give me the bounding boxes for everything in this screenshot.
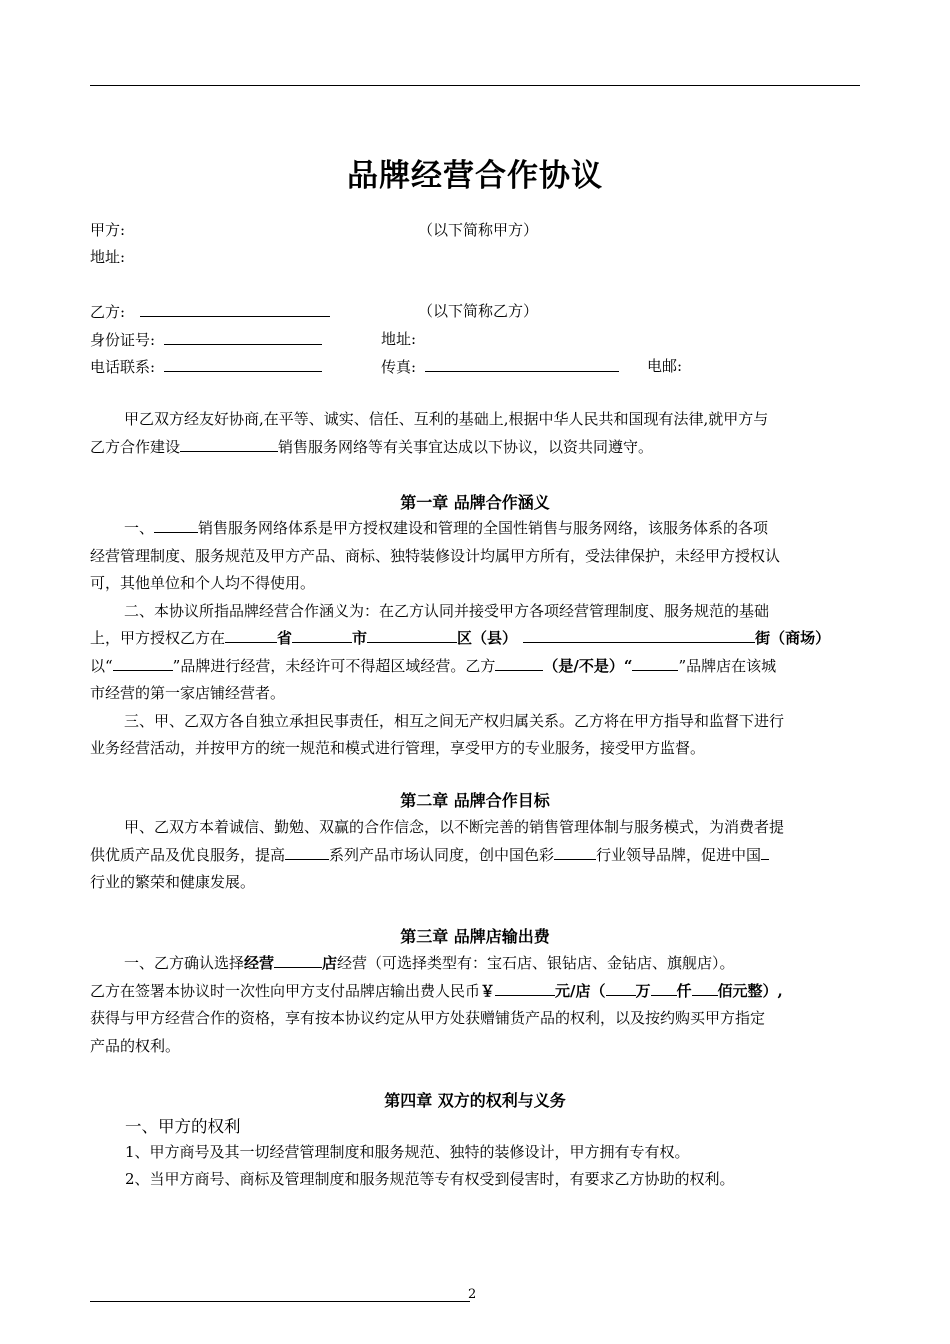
- party-a-address-label: 地址:: [90, 248, 126, 266]
- party-b-fax-row: [381, 356, 619, 377]
- china-industry-blank[interactable]: [761, 844, 769, 860]
- ch3-line-3: 获得与甲方经营合作的资格，享有按本协议约定从甲方处获赠铺货产品的权利，以及按约购买甲方指定: [90, 1009, 766, 1027]
- party-a-label: 甲方:: [90, 221, 126, 239]
- ch1-p3-line-1: 三、甲、乙双方各自独立承担民事责任，相互之间无产权归属关系。乙方将在甲方指导和监督下进行: [124, 711, 785, 730]
- bai-blank[interactable]: [692, 980, 718, 996]
- fee-text: 乙方在签署本协议时一次性向甲方支付品牌店输出费人民币: [90, 981, 481, 1000]
- industry-blank[interactable]: [554, 844, 596, 860]
- intro-paragraph: [90, 406, 860, 461]
- ch1-brand-blank[interactable]: [154, 517, 198, 533]
- qian-label: 仟: [676, 981, 692, 1000]
- intro-line-1: 甲乙双方经友好协商,在平等、诚实、信任、互利的基础上,根据中华人民共和国现有法律,就甲方与: [124, 410, 769, 428]
- party-b-phone-label: 电话联系:: [90, 358, 156, 376]
- footer-rule: [90, 1301, 470, 1302]
- chapter-4-heading: 第四章 双方的权利与义务: [384, 1091, 566, 1110]
- ch3-line-1: [90, 950, 860, 978]
- ch4-subheading-party-a-rights: 一、甲方的权利: [125, 1117, 241, 1136]
- chapter-2-heading: 第二章 品牌合作目标: [400, 791, 550, 810]
- wan-label: 万: [635, 981, 651, 1000]
- ch2-line-2-start: 供优质产品及优良服务，提高: [90, 845, 286, 864]
- fee-unit-label: 元/店（: [555, 981, 606, 1000]
- city-label: 市: [352, 629, 368, 647]
- ch2-line-1: 甲、乙双方本着诚信、勤勉、双赢的合作信念，以不断完善的销售管理体制与服务模式，为消费者提: [124, 818, 785, 836]
- ch2-line-2-end: 行业领导品牌，促进中国: [596, 845, 762, 864]
- chapter-2-body: [90, 814, 860, 897]
- ch1-p2-line-2: [90, 625, 860, 653]
- ch1-p1-prefix: 一、: [124, 519, 155, 537]
- intro-line-2: [90, 434, 860, 462]
- store-brand-blank[interactable]: [632, 655, 678, 671]
- ch1-p1-line-2: 经营管理制度、服务规范及甲方产品、商标、独特装修设计均属甲方所有，受法律保护，未经甲方授权认: [90, 546, 781, 565]
- ch4-item-1: 1、甲方商号及其一切经营管理制度和服务规范、独特的装修设计，甲方拥有专有权。: [125, 1143, 690, 1161]
- party-b-phone-row: [90, 356, 322, 377]
- store-type-options: 经营（可选择类型有：宝石店、银钻店、金钻店、旗舰店）。: [337, 954, 735, 972]
- ch4-item-2: 2、当甲方商号、商标及管理制度和服务规范等专有权受到侵害时，有要求乙方协助的权利。: [125, 1170, 735, 1188]
- party-b-id-blank[interactable]: [164, 329, 322, 345]
- operate-label: 经营: [244, 954, 275, 972]
- party-b-alias: （以下简称乙方）: [418, 302, 539, 320]
- chapter-1-heading: 第一章 品牌合作涵义: [400, 493, 550, 512]
- party-b-id-row: [90, 329, 322, 350]
- party-b-id-label: 身份证号:: [90, 331, 156, 349]
- wan-blank[interactable]: [606, 980, 636, 996]
- ch3-line-2: [90, 978, 860, 1006]
- bai-label: 佰元整）,: [717, 981, 783, 1000]
- party-b-name-blank[interactable]: [140, 301, 330, 317]
- ch1-p2-auth-text: 上，甲方授权乙方在: [90, 629, 226, 647]
- district-label: 区（县）: [457, 629, 518, 647]
- document-title: 品牌经营合作协议: [347, 158, 603, 194]
- chapter-3-heading: 第三章 品牌店输出费: [400, 927, 550, 946]
- ch2-line-2-mid: 系列产品市场认同度，创中国色彩: [329, 845, 555, 864]
- province-label: 省: [277, 629, 293, 647]
- ch1-p1-text: 销售服务网络体系是甲方授权建设和管理的全国性销售与服务网络，该服务体系的各项: [198, 519, 769, 537]
- yen-symbol: ￥: [480, 981, 496, 1000]
- ch1-p2-line-4: 市经营的第一家店铺经营者。: [90, 684, 286, 702]
- ch1-p3-line-2: 业务经营活动，并按甲方的统一规范和模式进行管理，享受甲方的专业服务，接受甲方监督。: [90, 739, 706, 757]
- party-b-label-text: 乙方:: [90, 303, 126, 321]
- ch2-line-3: 行业的繁荣和健康发展。: [90, 873, 256, 891]
- district-blank[interactable]: [367, 627, 457, 643]
- yes-no-label: （是/不是）“: [543, 656, 633, 675]
- first-store-blank[interactable]: [495, 655, 543, 671]
- fee-amount-blank[interactable]: [495, 980, 555, 996]
- store-type-blank[interactable]: [274, 952, 322, 968]
- intro-line-2-start: 乙方合作建设: [90, 437, 181, 456]
- ch1-p1-line-3: 可，其他单位和个人均不得使用。: [90, 574, 316, 592]
- store-label: 店: [322, 954, 338, 972]
- ch1-p2-line-3: [90, 653, 860, 681]
- party-b-address-label: 地址:: [381, 330, 417, 348]
- party-b-label: [90, 301, 330, 322]
- ch2-line-2: [90, 842, 860, 870]
- street-label: 街（商场）: [755, 629, 831, 647]
- ch1-p2-store-text: ”品牌店在该城: [678, 656, 777, 675]
- network-name-blank[interactable]: [180, 436, 278, 452]
- province-blank[interactable]: [225, 627, 277, 643]
- ch3-line-4: 产品的权利。: [90, 1036, 181, 1055]
- ch3-line-1-start: 一、乙方确认选择: [124, 954, 245, 972]
- city-blank[interactable]: [292, 627, 352, 643]
- party-a-alias: （以下简称甲方）: [418, 221, 539, 239]
- ch1-p1-line-1: [90, 515, 860, 543]
- header-rule: [90, 85, 860, 86]
- ch1-p2-line-1: 二、本协议所指品牌经营合作涵义为：在乙方认同并接受甲方各项经营管理制度、服务规范的基础: [124, 601, 770, 620]
- party-b-email-label: 电邮:: [647, 357, 683, 375]
- intro-line-2-end: 销售服务网络等有关事宜达成以下协议，以资共同遵守。: [278, 437, 654, 456]
- party-b-phone-blank[interactable]: [164, 356, 322, 372]
- street-blank[interactable]: [523, 627, 755, 643]
- ch1-p2-brand-open: 以“: [90, 656, 113, 675]
- party-b-fax-blank[interactable]: [425, 356, 619, 372]
- page-number: 2: [468, 1287, 477, 1302]
- series-blank[interactable]: [285, 844, 329, 860]
- party-b-fax-label: 传真:: [381, 358, 417, 376]
- ch1-p2-brand-text: ”品牌进行经营，未经许可不得超区域经营。乙方: [172, 656, 496, 675]
- brand-name-blank[interactable]: [113, 655, 173, 671]
- chapter-3-body: [90, 950, 860, 1060]
- chapter-1-body: [90, 515, 860, 763]
- qian-blank[interactable]: [651, 980, 677, 996]
